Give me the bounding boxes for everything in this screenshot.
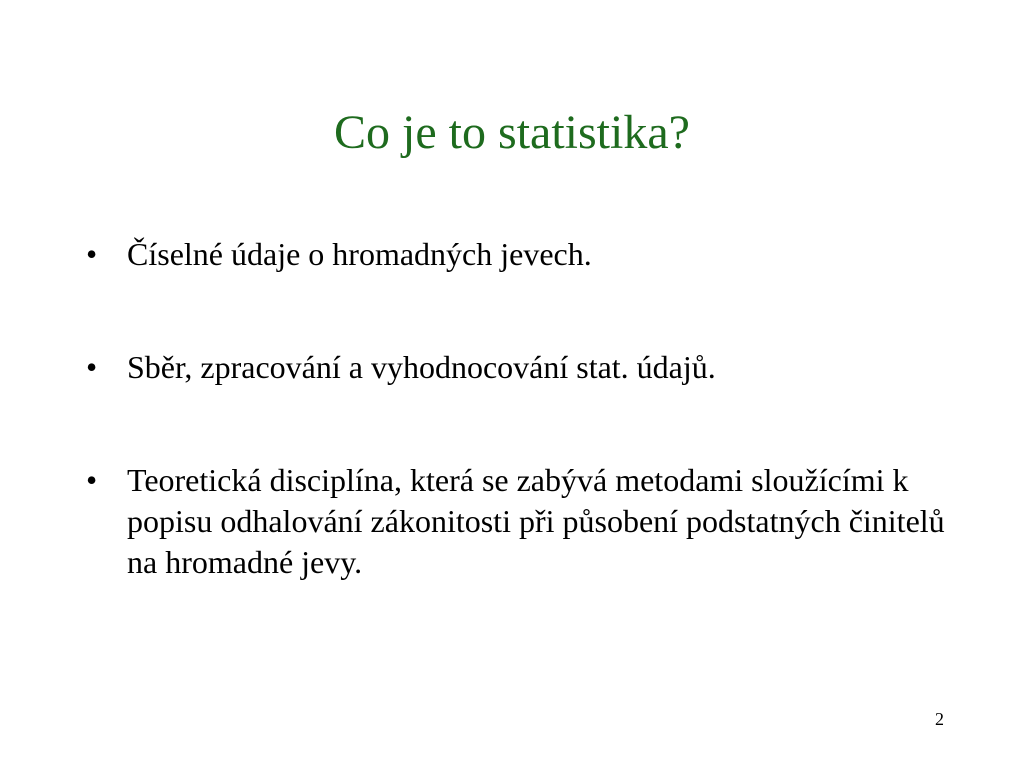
slide-title: Co je to statistika? (334, 106, 690, 159)
bullet-dot-icon: • (86, 349, 98, 385)
bullet-dot-icon: • (86, 236, 98, 272)
bullet-text: Sběr, zpracování a vyhodnocování stat. údajů. (127, 349, 716, 385)
bullet-list (86, 234, 946, 583)
bullet-text: Číselné údaje o hromadných jevech. (127, 236, 592, 272)
bullet-item (86, 234, 946, 275)
bullet-text: Teoretická disciplína, která se zabývá metodami sloužícími k popisu odhalování zákonitosti při působení podstatných činitelů na hromadné jevy. (127, 462, 945, 580)
page-number: 2 (935, 709, 944, 729)
bullet-item (86, 460, 946, 583)
bullet-item (86, 347, 946, 388)
bullet-dot-icon: • (86, 462, 98, 498)
